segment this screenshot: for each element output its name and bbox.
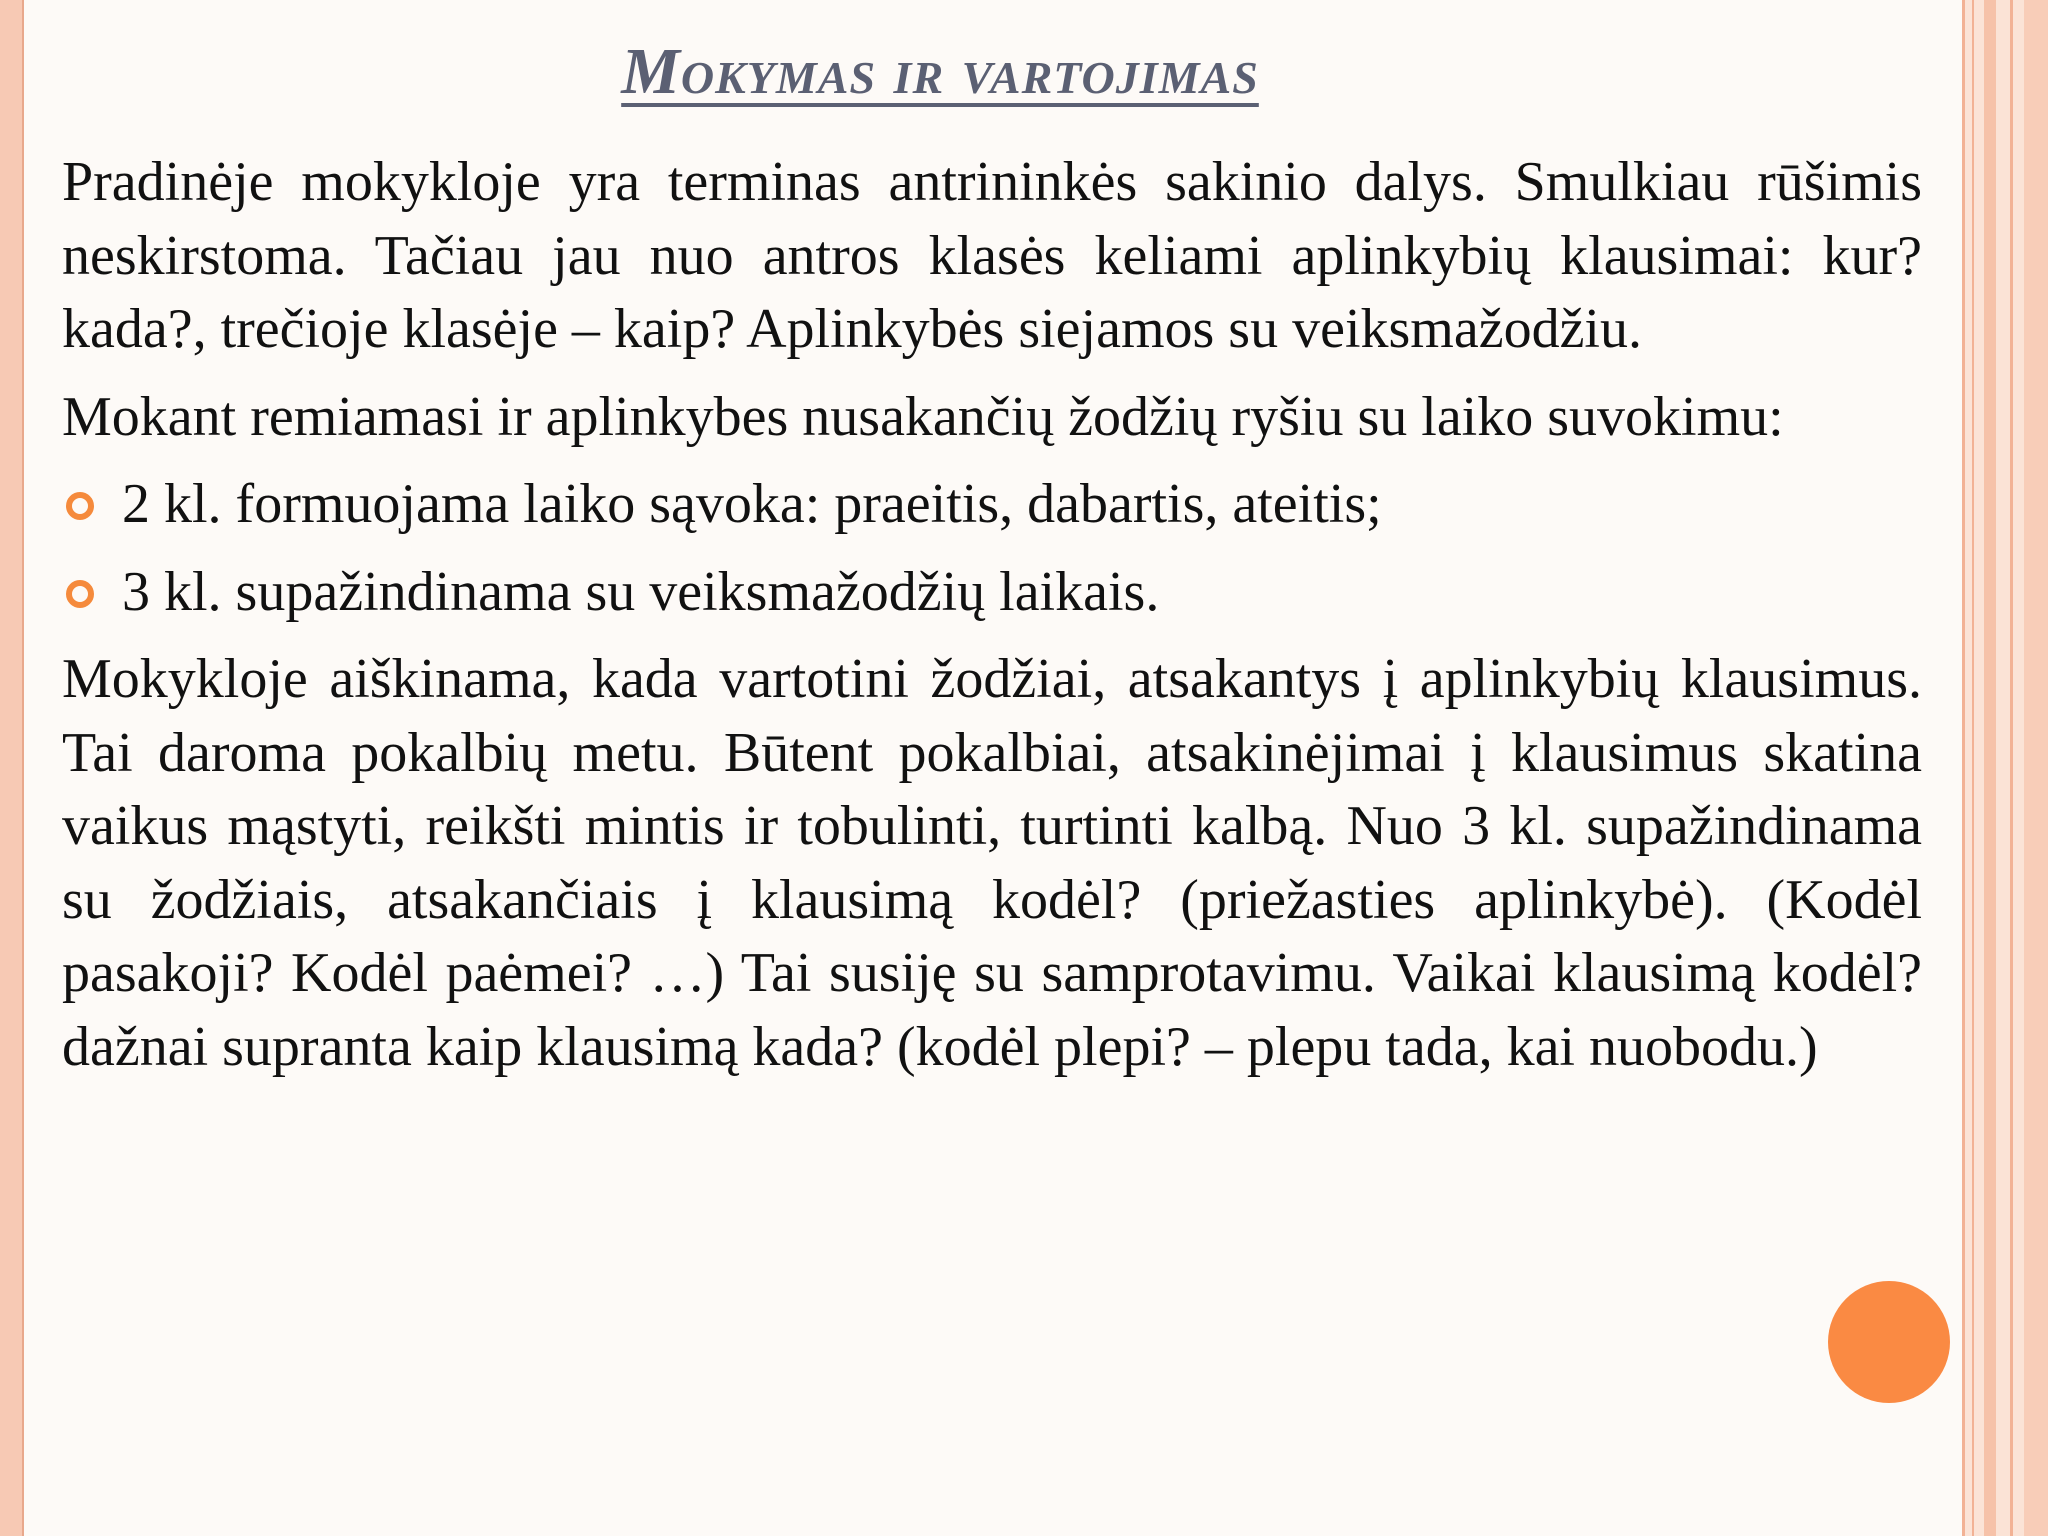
bullet-item (62, 468, 1922, 542)
slide-title (0, 34, 1880, 110)
circle-bullet-icon (66, 492, 94, 520)
paragraph-teaching: Mokant remiamasi ir aplinkybes nusakančių žodžių ryšiu su laiko suvokimu: (62, 385, 1784, 448)
bullet-item (62, 556, 1922, 630)
orange-circle-decoration (1828, 1281, 1950, 1403)
right-stripe (1972, 0, 1974, 1536)
slide-title-text: Mokymas ir vartojimas (621, 35, 1259, 108)
circle-bullet-icon (66, 580, 94, 608)
bullet-text: 3 kl. supažindinama su veiksmažodžių laikais. (122, 560, 1160, 623)
paragraph-intro: Pradinėje mokykloje yra terminas antrininkės sakinio dalys. Smulkiau rūšimis neskirstoma. Tačiau jau nuo antros klasės keliami aplinkybių klausimai: kur? kada?, trečioje klasėje – kaip? Aplinkybės siejamos su veiksmažodžiu. (62, 151, 1922, 360)
slide-body (62, 146, 1922, 1098)
left-border-line (22, 0, 24, 1536)
right-stripe (1962, 0, 1965, 1536)
left-border-decoration (0, 0, 22, 1536)
paragraph-school: Mokykloje aiškinama, kada vartotini žodžiai, atsakantys į aplinkybių klausimus. Tai daroma pokalbių metu. Būtent pokalbiai, atsakinėjimai į klausimus skatina vaikus mąstyti, reikšti mintis ir tobulinti, turtinti kalbą. Nuo 3 kl. supažindinama su žodžiais, atsakančiais į klausimą kodėl? (priežasties aplinkybė). (Kodėl pasakoji? Kodėl paėmei? …) Tai susiję su samprotavimu. Vaikai klausimą kodėl? dažnai supranta kaip klausimą kada? (kodėl plepi? – plepu tada, kai nuobodu.) (62, 648, 1922, 1078)
right-stripe (2010, 0, 2013, 1536)
right-stripe (2024, 0, 2048, 1536)
right-stripe (1984, 0, 1996, 1536)
bullet-text: 2 kl. formuojama laiko sąvoka: praeitis, dabartis, ateitis; (122, 473, 1382, 535)
